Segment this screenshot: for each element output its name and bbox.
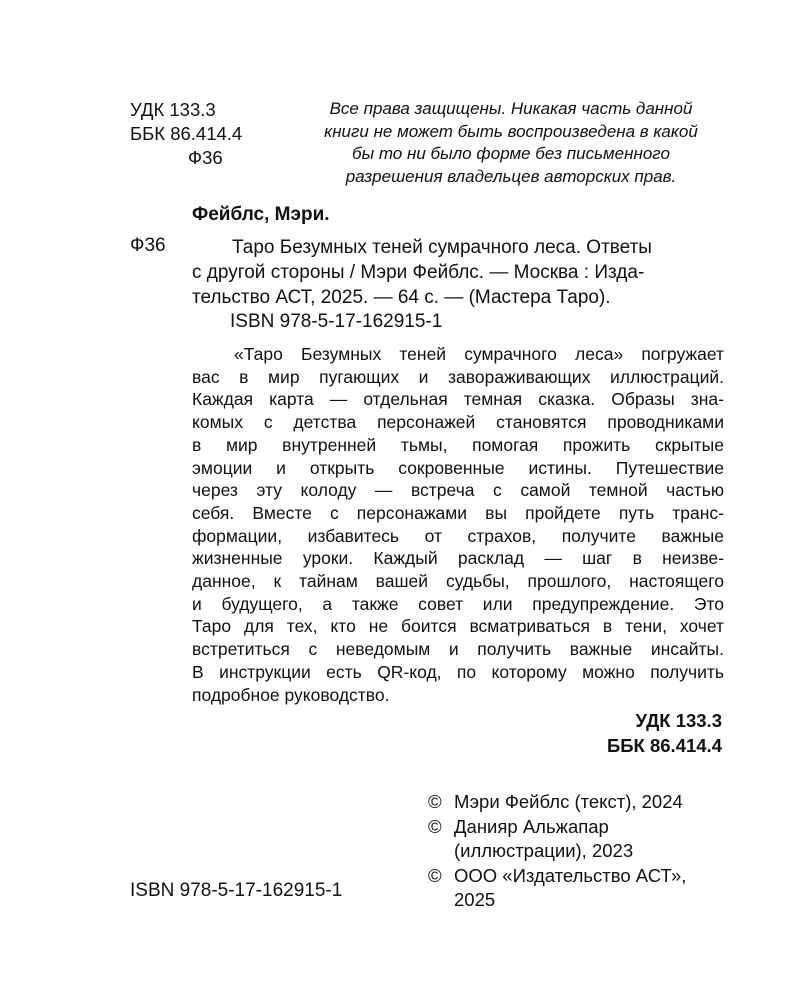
bbk-label: ББК	[130, 123, 166, 144]
title-line: тельство АСТ, 2025. — 64 с. — (Мастера Таро).	[192, 287, 611, 308]
annotation-line: эмоции и открыть сокровенные истины. Путешествие	[192, 457, 724, 478]
annotation-line: встретиться с неведомым и получить важные инсайты.	[192, 639, 724, 660]
rights-notice	[296, 98, 726, 188]
annotation-line: «Таро Безумных теней сумрачного леса» погружает	[234, 344, 724, 364]
annotation-line: Таро для тех, кто не боится всматриваться в тени, хочет	[192, 616, 724, 637]
copyright-line: 2025	[454, 889, 496, 910]
annotation-line: Каждая карта — отдельная темная сказка. Образы зна-	[192, 389, 724, 410]
annotation-line: жизненные уроки. Каждый расклад — шаг в неизве-	[192, 548, 724, 569]
udk-line	[130, 98, 242, 122]
copyright-icon: ©	[428, 815, 442, 837]
annotation-line: через эту колоду — встреча с самой темной частью	[192, 480, 724, 501]
rights-line: разрешения владельцев авторских прав.	[345, 166, 677, 186]
udk-label: УДК	[130, 99, 165, 120]
copyright-icon: ©	[428, 791, 442, 812]
copyright-entry-publisher	[428, 864, 728, 913]
title-line: Таро Безумных теней сумрачного леса. Ответы	[232, 237, 652, 258]
author-heading: Фейблс, Мэри.	[192, 204, 330, 225]
catalog-codes	[130, 98, 242, 170]
annotation-line: данное, к тайнам вашей судьбы, прошлого, настоящего	[192, 571, 724, 592]
author-mark: Ф36	[188, 147, 223, 168]
annotation-line: В инструкции есть QR-код, по которому можно получить	[192, 661, 724, 682]
annotation-line: комых с детства персонажей становятся проводниками	[192, 412, 724, 433]
title-line: с другой стороны / Мэри Фейблс. — Москва : Изда-	[192, 262, 645, 283]
annotation	[192, 343, 724, 706]
udk-code: УДК 133.3	[635, 710, 722, 731]
annotation-line: подробное руководство.	[192, 684, 390, 705]
rights-line: книги не может быть воспроизведена в какой	[324, 121, 698, 141]
copyright-line: Мэри Фейблс (текст), 2024	[454, 791, 683, 812]
annotation-line: вас в мир пугающих и завораживающих иллюстраций.	[192, 366, 724, 387]
annotation-line: и будущего, а также совет или предупреждение. Это	[192, 593, 724, 614]
rights-line: Все права защищены. Никакая часть данной	[329, 99, 693, 118]
copyright-line: ООО «Издательство АСТ»,	[454, 864, 687, 886]
classification-codes	[607, 708, 722, 758]
annotation-line: в мир внутренней тьмы, помогая прожить скрытые	[192, 434, 724, 455]
copyright-line: (иллюстрации), 2023	[454, 840, 634, 861]
isbn-main: ISBN 978-5-17-162915-1	[230, 311, 443, 332]
bbk-code: ББК 86.414.4	[606, 735, 722, 756]
rights-line: бы то ни было форме без письменного	[352, 144, 670, 163]
bbk-value: 86.414.4	[170, 123, 243, 144]
bibliographic-description	[192, 235, 722, 310]
annotation-line: себя. Вместе с персонажами вы пройдете путь транс-	[192, 502, 724, 523]
copyright-line: Данияр Альжапар	[454, 815, 609, 837]
bbk-line	[130, 122, 242, 146]
copyright-block	[428, 790, 728, 913]
annotation-line: формации, избавитесь от страхов, получите важные	[192, 525, 724, 546]
udk-value: 133.3	[169, 99, 216, 120]
copyright-entry-text	[428, 790, 728, 815]
copyright-entry-illustrations	[428, 815, 728, 864]
author-mark-repeat: Ф36	[130, 235, 166, 256]
isbn-bottom: ISBN 978-5-17-162915-1	[130, 880, 343, 901]
copyright-icon: ©	[428, 864, 442, 886]
